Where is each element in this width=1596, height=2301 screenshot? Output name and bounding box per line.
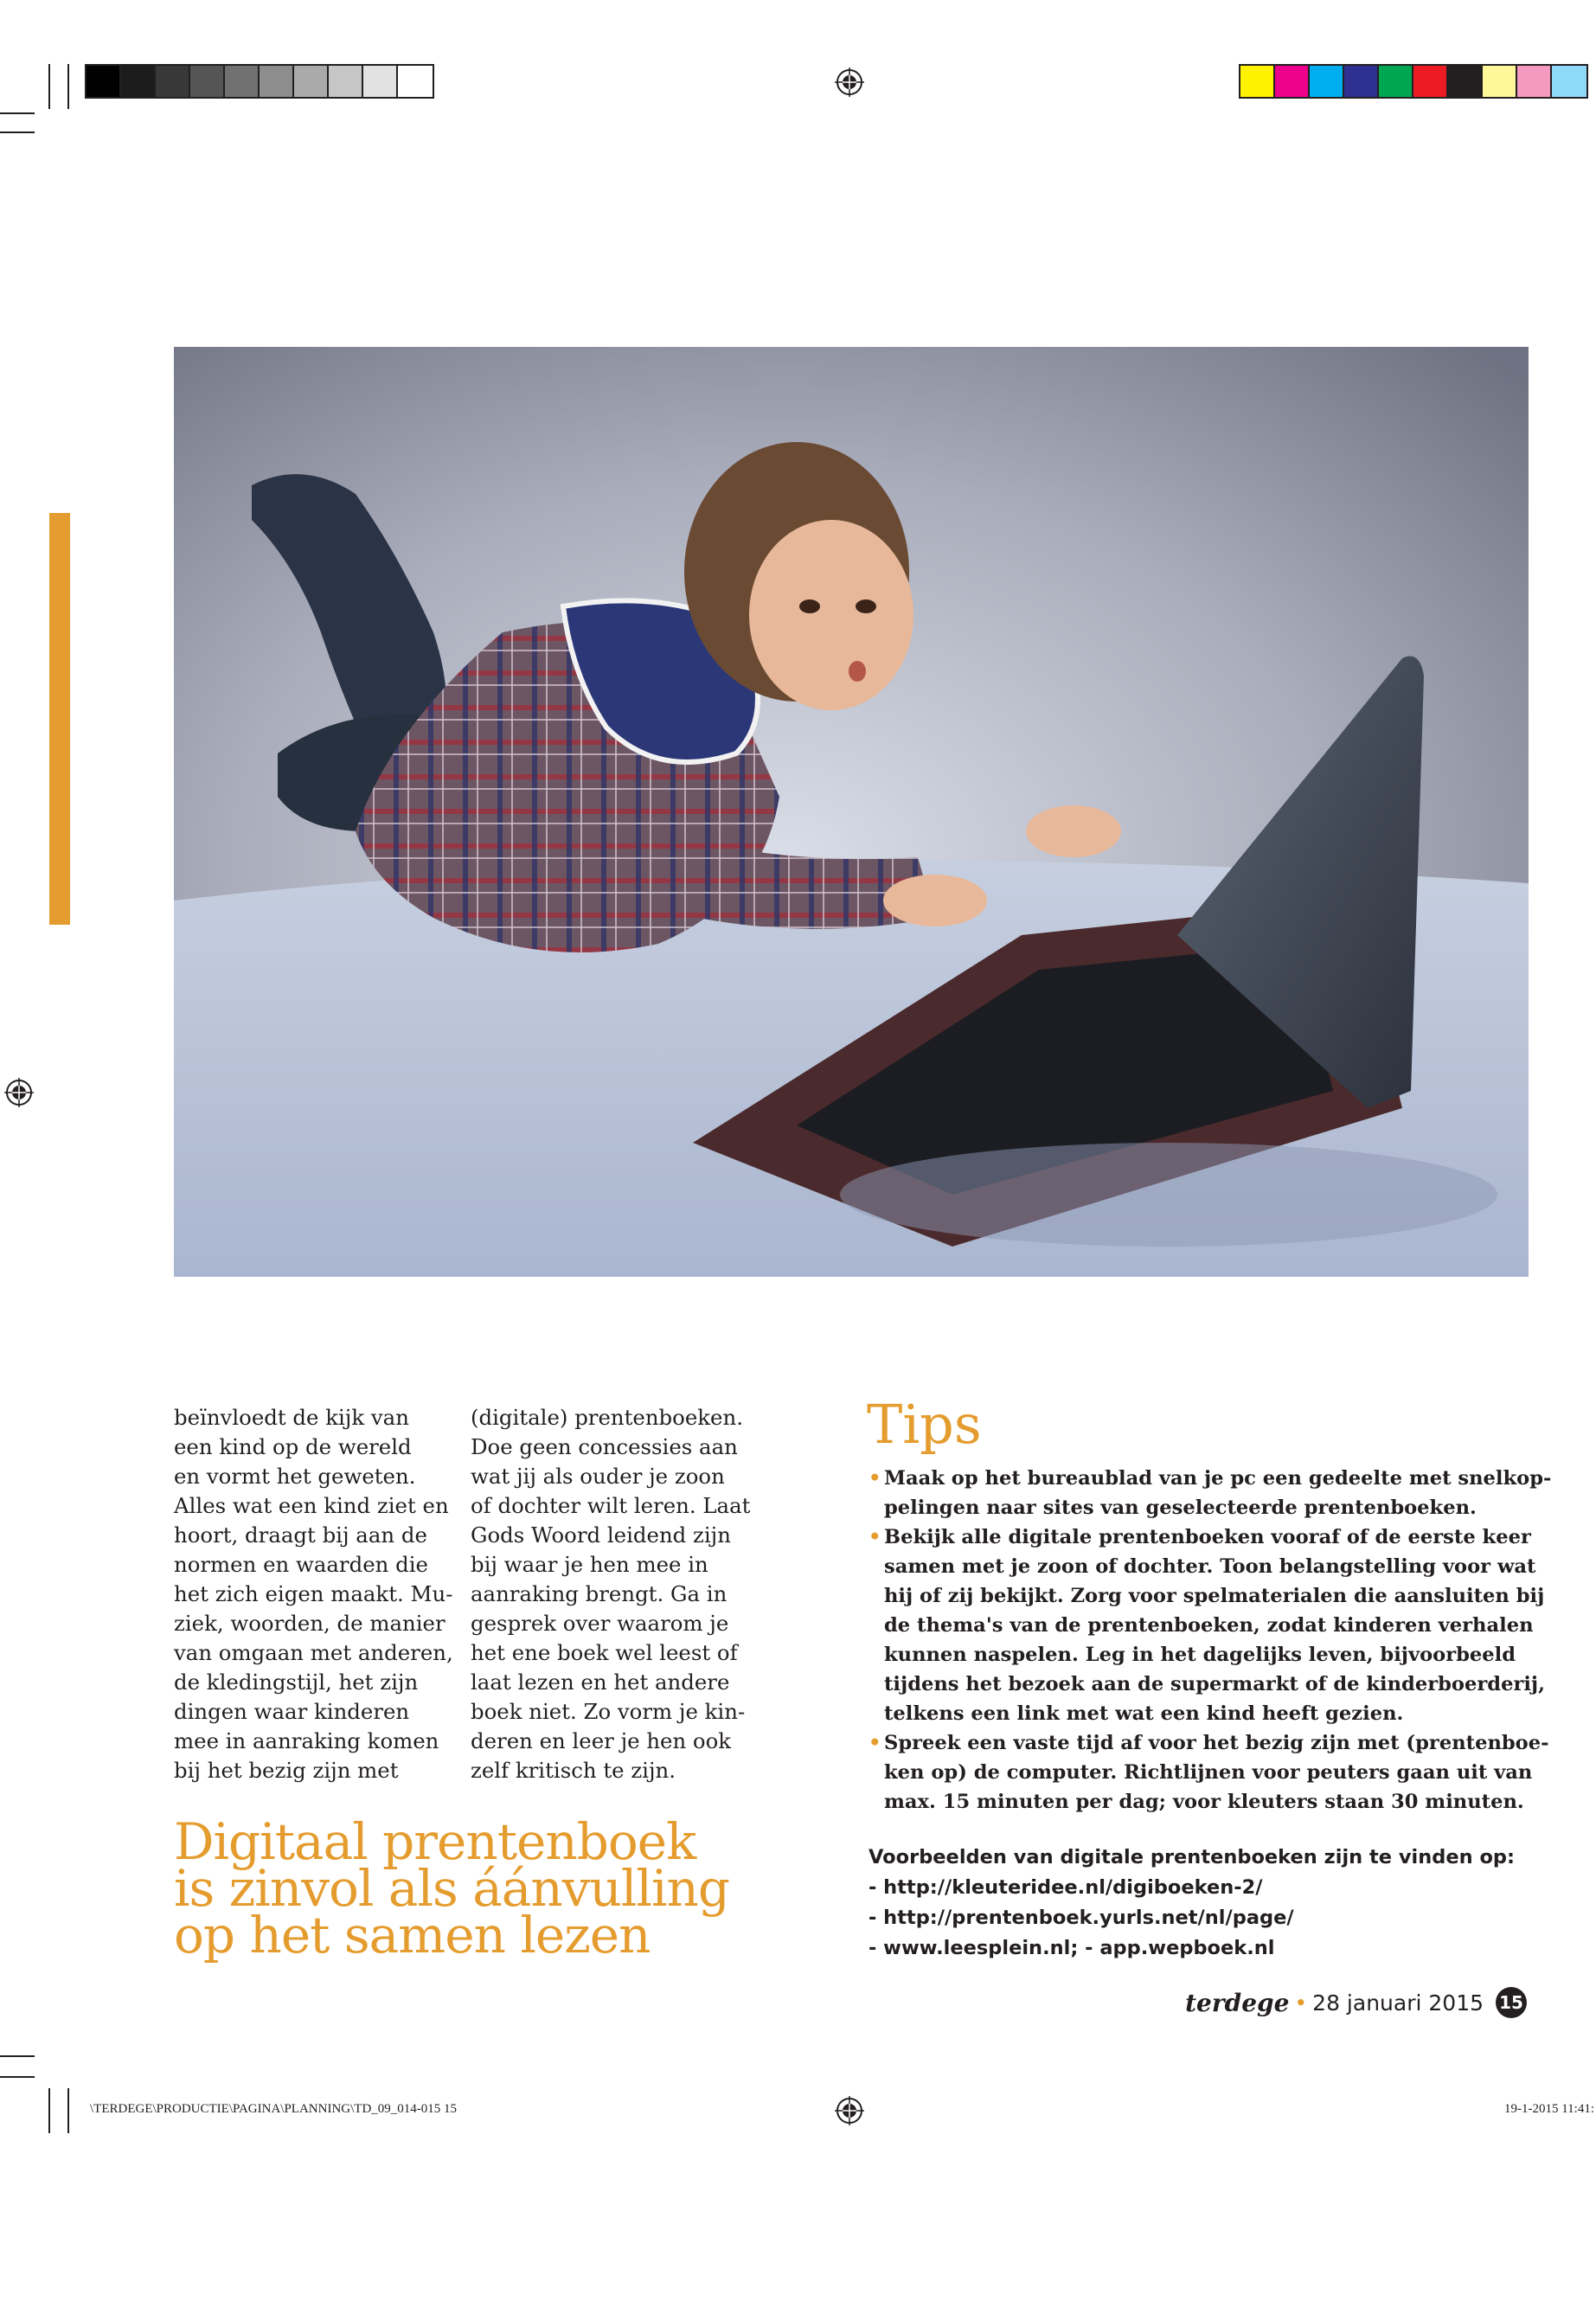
body-text-line: een kind op de wereld [174,1434,412,1459]
body-text-line: hoort, draagt bij aan de [174,1522,427,1548]
body-text-line: beïnvloedt de kijk van [174,1405,409,1430]
body-text-line: laat lezen en het andere [471,1670,730,1695]
tip-text-line: hij of zij bekijkt. Zorg voor spelmaterialen die aansluiten bij [884,1585,1545,1607]
color-swatch [1240,66,1275,97]
body-text-line: gesprek over waarom je [471,1611,729,1636]
pull-quote-line: op het samen lezen [174,1906,651,1965]
print-timestamp: 19-1-2015 11:41: [1503,2102,1594,2116]
body-text-line: normen en waarden die [174,1552,428,1577]
tip-item [869,1522,1545,1728]
gray-swatch [121,66,156,97]
file-path-slug: \TERDEGE\PRODUCTIE\PAGINA\PLANNING\TD_09_014-015 15 [90,2102,458,2116]
gray-swatch [225,66,260,97]
crop-mark [67,64,69,109]
crop-mark [0,112,35,114]
body-text-line: bij het bezig zijn met [174,1758,399,1783]
body-text-line: zelf kritisch te zijn. [471,1758,676,1783]
tip-text-line: tijdens het bezoek aan de supermarkt of de kinderboerderij, [884,1673,1545,1695]
example-link[interactable]: - http://kleuteridee.nl/digiboeken-2/ [869,1876,1263,1899]
page-number: 15 [1496,1987,1527,2018]
body-text-line: het ene boek wel leest of [471,1640,738,1665]
examples-intro: Voorbeelden van digitale prentenboeken zijn te vinden op: [869,1846,1516,1868]
footer-separator: • [1294,1990,1308,2016]
body-text-line: bij waar je hen mee in [471,1552,708,1577]
body-text-line: deren en leer je hen ook [471,1728,732,1753]
example-link[interactable]: - http://prentenboek.yurls.net/nl/page/ [869,1907,1294,1929]
body-text-line: dingen waar kinderen [174,1699,410,1724]
body-text-line: en vormt het geweten. [174,1464,416,1489]
body-text-line: of dochter wilt leren. Laat [471,1493,751,1518]
bullet-icon: • [869,1526,881,1548]
body-text-line: ziek, woorden, de manier [174,1611,445,1636]
crop-mark [0,2055,35,2057]
accent-side-bar [49,513,70,925]
gray-swatch [156,66,190,97]
tip-text-line: pelingen naar sites van geselecteerde prentenboeken. [884,1497,1477,1519]
tip-text-line: Spreek een vaste tijd af voor het bezig zijn met (prentenboe- [884,1732,1549,1754]
registration-mark-icon [835,67,864,97]
tip-text-line: max. 15 minuten per dag; voor kleuters staan 30 minuten. [884,1791,1524,1813]
color-swatch [1275,66,1310,97]
body-text-line: Doe geen concessies aan [471,1434,738,1459]
tip-text-line: samen met je zoon of dochter. Toon belangstelling voor wat [884,1555,1536,1578]
body-text-line: aanraking brengt. Ga in [471,1581,727,1606]
gray-swatch [87,66,121,97]
examples-block [869,1843,1535,1964]
color-swatch [1517,66,1552,97]
bullet-icon: • [869,1732,881,1754]
tip-text-line: Maak op het bureaublad van je pc een gedeelte met snelkop- [884,1467,1552,1490]
tip-text-line: Bekijk alle digitale prentenboeken vooraf of de eerste keer [884,1526,1531,1548]
article-column-1 [174,1403,451,1785]
color-swatch [1379,66,1413,97]
photo-illustration [174,347,1529,1277]
color-swatch [1483,66,1517,97]
color-swatch [1344,66,1379,97]
crop-mark [48,2088,50,2133]
brand-logo: terdege [1185,1988,1290,2017]
crop-mark [0,131,35,133]
gray-swatch [363,66,398,97]
tips-heading: Tips [867,1393,982,1456]
body-text-line: Gods Woord leidend zijn [471,1522,731,1548]
page-footer [1185,1987,1527,2018]
gray-swatch [190,66,225,97]
body-text-line: de kledingstijl, het zijn [174,1670,419,1695]
tips-list [869,1464,1552,1817]
pull-quote-line: Digitaal prentenboek [174,1812,696,1871]
color-swatch [1413,66,1448,97]
issue-date: 28 januari 2015 [1312,1990,1484,2016]
registration-mark-icon [835,2096,864,2125]
tip-text-line: telkens een link met wat een kind heeft gezien. [884,1702,1404,1725]
crop-mark [0,2076,35,2078]
gray-swatch [398,66,433,97]
girl-with-laptop-photo [174,347,1529,1277]
pull-quote [174,1812,779,1965]
body-text-line: Alles wat een kind ziet en [174,1493,449,1518]
color-calibration-strip [1239,64,1588,99]
body-text-line: van omgaan met anderen, [174,1640,453,1665]
example-link[interactable]: - www.leesplein.nl; - app.wepboek.nl [869,1937,1275,1959]
body-text-line: boek niet. Zo vorm je kin- [471,1699,746,1724]
tip-text-line: ken op) de computer. Richtlijnen voor peuters gaan uit van [884,1761,1533,1784]
gray-swatch [260,66,294,97]
pull-quote-line: is zinvol als áánvulling [174,1859,729,1918]
body-text-line: (digitale) prentenboeken. [471,1405,743,1430]
crop-mark [67,2088,69,2133]
gray-swatch [329,66,363,97]
color-swatch [1310,66,1344,97]
registration-mark-icon [4,1078,34,1107]
gray-swatch [294,66,329,97]
body-text-line: wat jij als ouder je zoon [471,1464,725,1489]
bullet-icon: • [869,1467,881,1490]
color-swatch [1552,66,1586,97]
body-text-line: het zich eigen maakt. Mu- [174,1581,453,1606]
body-text-line: mee in aanraking komen [174,1728,439,1753]
gray-calibration-strip [85,64,434,99]
color-swatch [1448,66,1483,97]
tip-item [869,1728,1549,1817]
tip-text-line: kunnen naspelen. Leg in het dagelijks leven, bijvoorbeeld [884,1644,1516,1666]
article-column-2 [471,1403,751,1785]
crop-mark [48,64,50,109]
tip-item [869,1464,1552,1522]
tip-text-line: de thema's van de prentenboeken, zodat kinderen verhalen [884,1614,1534,1637]
